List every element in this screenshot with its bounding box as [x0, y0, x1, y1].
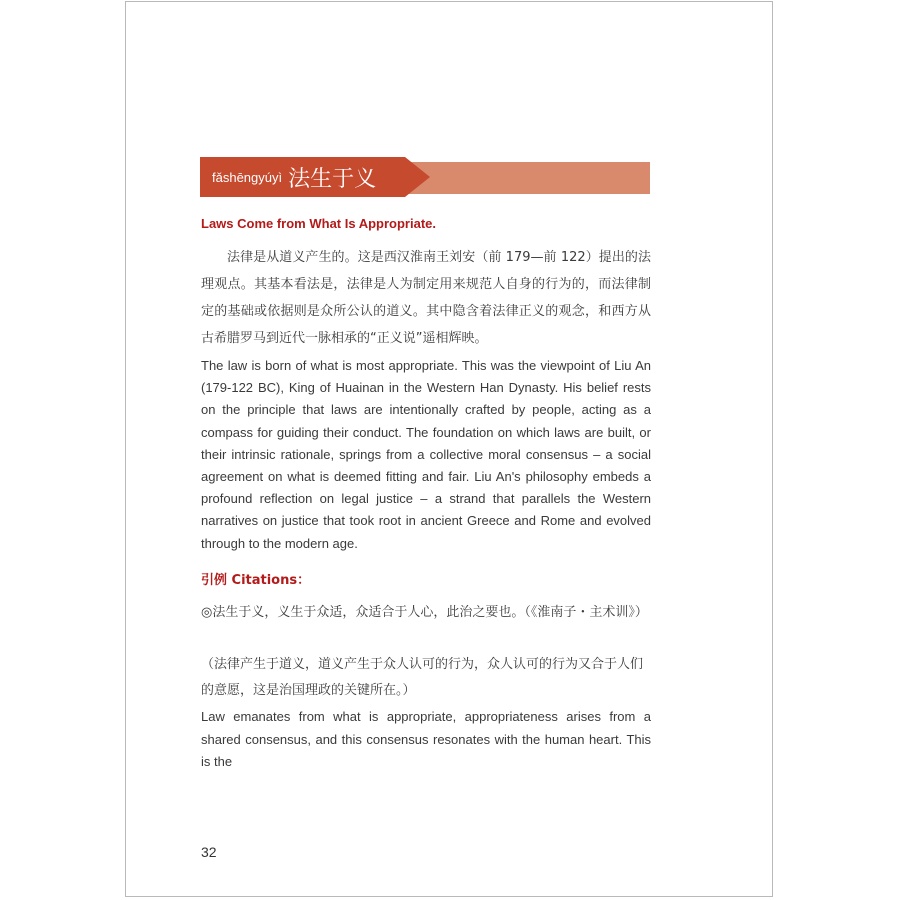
citation-explanation-chinese: （法律产生于道义，道义产生于众人认可的行为，众人认可的行为又合于人们的意愿，这是治国理政的关键所在。） [201, 657, 644, 698]
term-pinyin: fǎshēngyúyì [212, 169, 283, 185]
citation-quote-chinese: ◎法生于义，义生于众适，众适合于人心，此治之要也。（《淮南子・主术训》） [201, 605, 648, 620]
page-number: 32 [201, 844, 217, 860]
term-english-title: Laws Come from What Is Appropriate. [201, 216, 436, 231]
title-banner [200, 157, 650, 197]
term-title-chinese: 法生于义 [288, 166, 377, 192]
english-explanation: The law is born of what is most appropriate. This was the viewpoint of Liu An (179-122 BC), King of Huainan in the Western Han Dynasty. His belief rests on the principle that laws are intentionally crafted by people, acting as a compass for guiding their conduct. The foundation on which laws are built, or their intrinsic rationale, springs from a collective moral consensus – a social agreement on what is deemed fitting and fair. Liu An's philosophy embeds a profound reflection on legal justice – a strand that parallels the Western narratives on justice that took root in ancient Greece and Rome and evolved through to the modern age. [201, 358, 651, 551]
citations-heading: 引例 Citations： [201, 573, 311, 588]
chinese-explanation: 法律是从道义产生的。这是西汉淮南王刘安（前 179—前 122）提出的法理观点。其基本看法是，法律是人为制定用来规范人自身的行为的，而法律制定的基础或依据则是众所公认的道义。其中隐含着法律正义的观念，和西方从古希腊罗马到近代一脉相承的“正义说”遥相辉映。 [201, 250, 651, 346]
citation-translation-english: Law emanates from what is appropriate, appropriateness arises from a shared consensus, and this consensus resonates with the human heart. This is the [201, 709, 651, 769]
